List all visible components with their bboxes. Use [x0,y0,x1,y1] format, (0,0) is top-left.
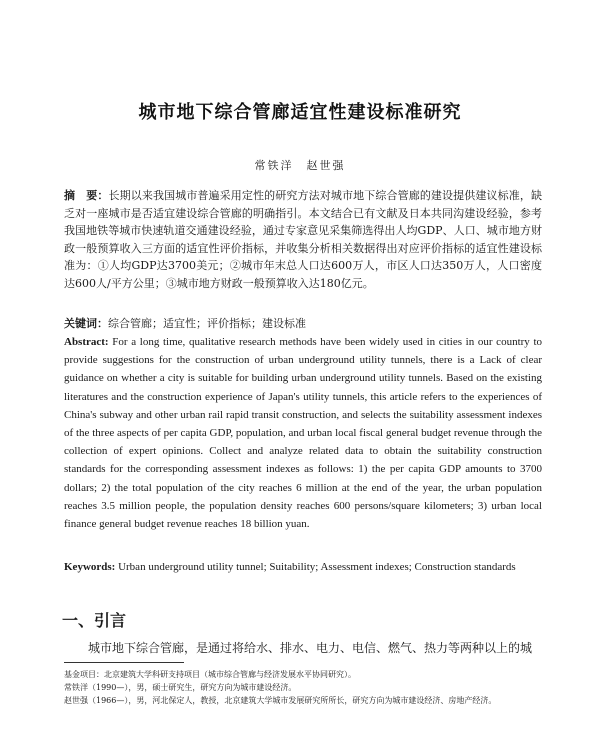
footnote-author-2: 赵世强（1966—），男，河北保定人，教授，北京建筑大学城市发展研究所所长，研究方向为城市建设经济、房地产经济。 [64,696,497,705]
english-abstract-text: For a long time, qualitative research methods have been widely used in cities in our country to provide suggestions for the construction of urban underground utility tunnels, there is a Lack of clear guidance on whether a city is suitable for building urban underground utility tunnels. Based on the existing literatures and the construction experience of Japan's utility tunnels, this article refers to the experiences of China's subway and other urban rail rapid transit construction, and selects the suitability assessment indexes of the three aspects of per capita GDP, population, and urban local fiscal general budget revenue through the collection of expert opinions. Collect and analyze related data to obtain the suitability construction standards for the corresponding assessment indexes as follows: 1) the per capita GDP amounts to 3700 dollars; 2) the total population of the city reaches 6 million at the end of the year, the urban population reaches 3.5 million people, the population density reaches 600 persons/square kilometers; 3) urban local finance general budget revenue reaches 18 billion yuan. [64,336,543,531]
footnotes [64,668,542,707]
english-keywords-text: Urban underground utility tunnel; Suitability; Assessment indexes; Construction standards [118,561,516,573]
section-heading-introduction: 一、引言 [62,611,127,630]
introduction-paragraph: 城市地下综合管廊，是通过将给水、排水、电力、电信、燃气、热力等两种以上的城 [88,641,533,655]
english-keywords [64,558,542,576]
footnote-divider [64,662,184,663]
paper-title: 城市地下综合管廊适宜性建设标准研究 [138,102,462,123]
english-abstract [64,333,542,533]
chinese-keywords [64,315,542,332]
footnote-funding: 基金项目：北京建筑大学科研支持项目（城市综合管廊与经济发展水平协同研究）。 [64,670,356,679]
chinese-keywords-text: 综合管廊；适宜性；评价指标；建设标准 [108,317,306,330]
chinese-abstract-label: 摘 要： [64,189,109,202]
footnote-author-1: 常铁洋（1990—），男，硕士研究生，研究方向为城市建设经济。 [64,683,297,692]
paper-authors: 常铁洋 赵世强 [254,159,346,172]
english-keywords-label: Keywords: [64,561,116,573]
english-abstract-label: Abstract: [64,336,109,348]
chinese-abstract-text: 长期以来我国城市普遍采用定性的研究方法对城市地下综合管廊的建设提供建议标准，缺乏对一座城市是否适宜建设综合管廊的明确指引。本文结合已有文献及日本共同沟建设经验，参考我国地铁等城市快速轨道交通建设经验，通过专家意见采集筛选得出人均GDP、人口、城市地方财政一般预算收入三方面的适宜性评价指标，并收集分析相关数据得出对应评价指标的适宜性建设标准为：①人均GDP达3700美元；②城市年末总人口达600万人，市区人口达350万人，人口密度达600人/平方公里；③城市地方财政一般预算收入达180亿元。 [64,189,543,290]
chinese-keywords-label: 关键词： [64,317,108,330]
chinese-abstract [64,187,542,292]
